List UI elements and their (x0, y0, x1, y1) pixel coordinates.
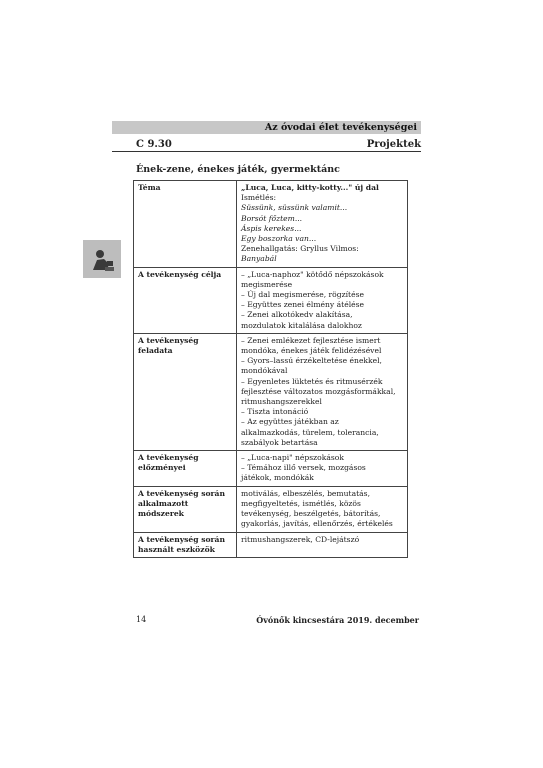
row-label: Téma (134, 181, 237, 268)
page-number: 14 (136, 615, 147, 624)
table-row (134, 486, 408, 532)
table-line: tevékenység, beszélgetés, bátorítás, (241, 509, 381, 519)
table-line: megfigyeltetés, ismétlés, közös (241, 498, 361, 508)
table-line: alkalmazkodás, türelem, tolerancia, (241, 427, 379, 437)
table-line: Süssünk, süssünk valamit... (241, 203, 348, 213)
table-line: – Együttes zenei élmény átélése (241, 300, 365, 310)
table-row (134, 451, 408, 487)
table-line: Egy boszorka van... (241, 234, 317, 244)
row-content (237, 333, 408, 450)
table-line: Ismétlés: (241, 193, 277, 203)
table-row (134, 267, 408, 333)
row-content (237, 267, 408, 333)
row-label-line: alkalmazott módszerek (138, 498, 189, 519)
page-subtitle: Ének-zene, énekes játék, gyermektánc (136, 164, 340, 175)
table-row (134, 532, 408, 557)
table-line: – Zenei emlékezet fejlesztése ismert (241, 335, 381, 345)
activity-table (133, 180, 408, 558)
table-line: Banyabál (241, 254, 277, 264)
table-line: – Zenei alkotókedv alakítása, (241, 310, 353, 320)
table-line: – „Luca-naphoz" kötődő népszokások (241, 269, 384, 279)
row-label: A tevékenység feladata (134, 333, 237, 450)
section-code: C 9.30 (136, 139, 172, 150)
table-line: – Témához illő versek, mozgásos (241, 463, 366, 473)
table-line: – Gyors–lassú érzékeltetése énekkel, (241, 356, 382, 366)
header-rule (112, 151, 421, 152)
row-content (237, 532, 408, 557)
row-label-line: előzményei (138, 463, 186, 473)
table-row (134, 333, 408, 450)
side-tab-icon (83, 240, 121, 278)
table-line: Borsót főztem... (241, 213, 303, 223)
table-line: mondóka, énekes játék felidézésével (241, 346, 382, 356)
table-line: szabályok betartása (241, 437, 318, 447)
row-label-line: A tevékenység során (138, 488, 225, 498)
category-header-bar (112, 121, 421, 134)
table-line: játékok, mondókák (241, 473, 314, 483)
row-content (237, 181, 408, 268)
row-label (134, 451, 237, 487)
table-row (134, 181, 408, 268)
table-line: gyakorlás, javítás, ellenőrzés, értékelés (241, 519, 393, 529)
row-label-line: használt eszközök (138, 544, 215, 554)
table-line: motiválás, elbeszélés, bemutatás, (241, 488, 370, 498)
table-line: ritmushangszerek, CD-lejátszó (241, 534, 360, 544)
row-label-line: A tevékenység során (138, 534, 225, 544)
row-label (134, 486, 237, 532)
table-line: Áspis kerekes... (241, 223, 302, 233)
table-line: mozdulatok kitalálása dalokhoz (241, 320, 362, 330)
table-line: – Tiszta intonáció (241, 407, 309, 417)
table-line: megismerése (241, 279, 293, 289)
table-line: Zenehallgatás: Gryllus Vilmos: (241, 244, 359, 254)
category-title: Az óvodai élet tevékenységei (264, 122, 417, 133)
table-line: – Új dal megismerése, rögzítése (241, 290, 364, 300)
table-line: ritmushangszerekkel (241, 397, 322, 407)
table-line: – Egyenletes lüktetés és ritmusérzék (241, 376, 383, 386)
table-line: – Az együttes játékban az (241, 417, 339, 427)
section-title: Projektek (366, 139, 421, 150)
row-content (237, 451, 408, 487)
row-label: A tevékenység célja (134, 267, 237, 333)
row-label-line: A tevékenység (138, 453, 199, 463)
table-line: fejlesztése változatos mozgásformákkal, (241, 386, 396, 396)
table-line: mondókával (241, 366, 288, 376)
table-line: – „Luca-napi" népszokások (241, 453, 344, 463)
publication-title: Óvónők kincsestára 2019. december (256, 615, 419, 625)
row-content (237, 486, 408, 532)
row-label (134, 532, 237, 557)
table-line: „Luca, Luca, kitty-kotty..." új dal (241, 183, 379, 192)
